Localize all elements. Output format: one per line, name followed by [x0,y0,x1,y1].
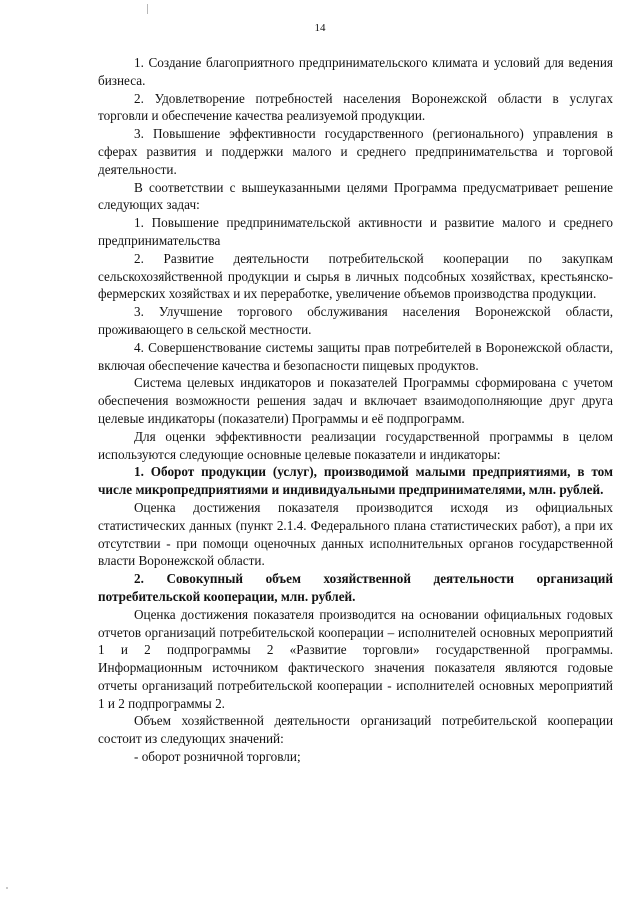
task-paragraph-4: 4. Совершенствование системы защиты прав потребителей в Воронежской области, включая обеспечение качества и безопасности пищевых продуктов. [98,339,613,373]
page-number: 14 [314,22,326,34]
indicators-intro-paragraph: Для оценки эффективности реализации государственной программы в целом используются следующие основные целевые показатели и индикаторы: [98,428,613,462]
indicators-system-paragraph: Система целевых индикаторов и показателей Программы сформирована с учетом обеспечения возможности решения задач и включает взаимодополняющие друг друга целевые индикаторы (показатели) Программы и её подпрограмм. [98,375,613,426]
indicator-2-heading: 2. Совокупный объем хозяйственной деятельности организаций потребительской кооперации, млн. рублей. [98,571,613,604]
indicator-1-description: Оценка достижения показателя производится исходя из официальных статистических данных (пункт 2.1.4. Федерального плана статистических работ), а при их отсутствии - при помощи оценочных данных исполнительных органов государственной власти Воронежской области. [98,499,613,569]
task-paragraph-3: 3. Улучшение торгового обслуживания населения Воронежской области, проживающего в сельской местности. [98,304,613,337]
indicator-2-description: Оценка достижения показателя производится на основании официальных годовых отчетов организаций потребительской кооперации – исполнителей основных мероприятий 1 и 2 подпрограммы 2 «Развитие торговли» государственной программы. Информационным источником фактического значения показателя являются годовые отчеты организаций потребительской кооперации - исполнителей основных мероприятий 1 и 2 подпрограммы 2. [98,606,613,711]
volume-composition-paragraph: Объем хозяйственной деятельности организаций потребительской кооперации состоит из следующих значений: [98,713,613,747]
goal-paragraph-3: 3. Повышение эффективности государственного (регионального) управления в сферах развития и поддержки малого и среднего предпринимательства и торговой деятельности. [98,126,613,177]
task-paragraph-2: 2. Развитие деятельности потребительской кооперации по закупкам сельскохозяйственной продукции и сырья в личных подсобных хозяйствах, крестьянско-фермерских хозяйствах и их переработке, увеличение объемов производства продукции. [98,250,613,302]
scan-artifact-dot [6,887,8,889]
goal-paragraph-1: 1. Создание благоприятного предпринимательского климата и условий для ведения бизнеса. [98,55,613,88]
scan-artifact-line [147,4,148,14]
task-paragraph-1: 1. Повышение предпринимательской активности и развитие малого и среднего предпринимательства [98,215,613,248]
indicator-1-heading: 1. Оборот продукции (услуг), производимой малыми предприятиями, в том числе микропредприятиями и индивидуальными предпринимателями, млн. рублей. [98,464,613,498]
document-body [98,54,613,766]
tasks-intro-paragraph: В соответствии с вышеуказанными целями Программа предусматривает решение следующих задач: [98,179,613,213]
goal-paragraph-2: 2. Удовлетворение потребностей населения Воронежской области в услугах торговли и обеспечение качества реализуемой продукции. [98,90,613,124]
list-item-retail-turnover: - оборот розничной торговли; [134,749,301,765]
